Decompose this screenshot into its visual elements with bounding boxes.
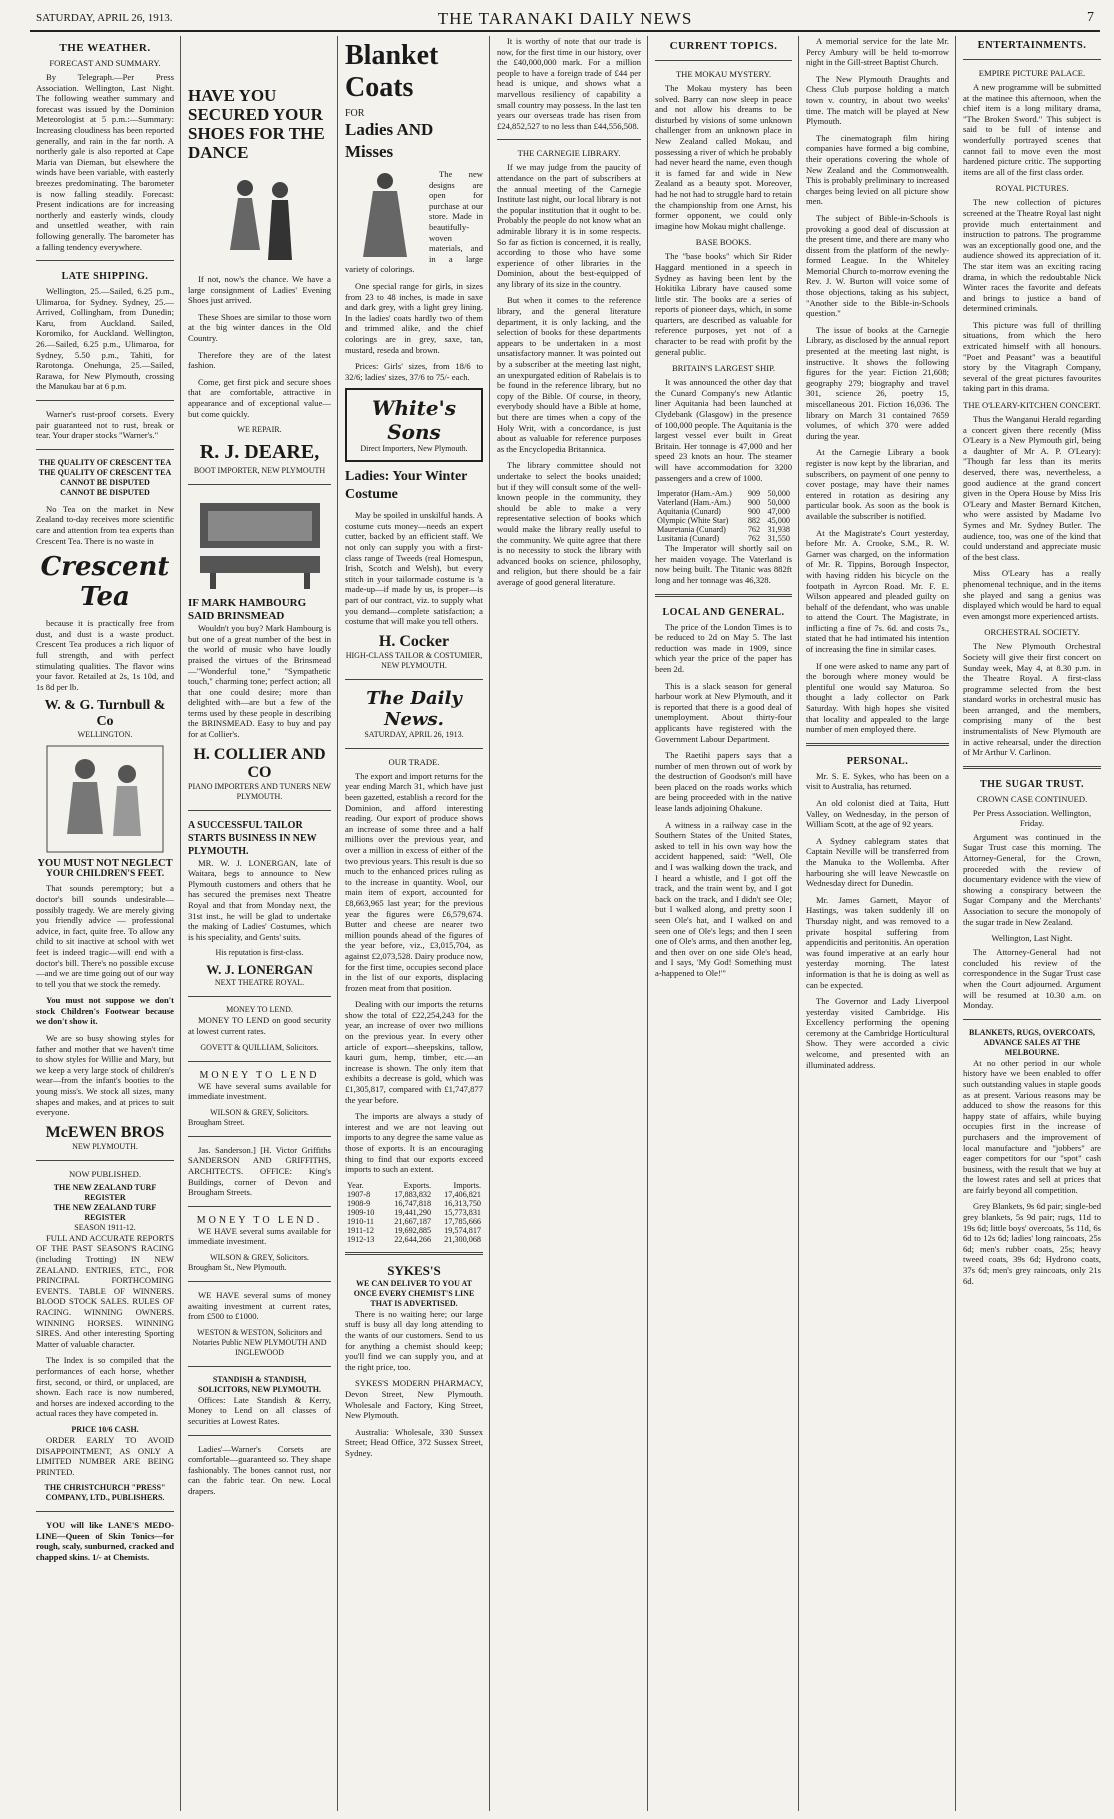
piano-text: Wouldn't you buy? Mark Hambourg is but one of a great number of the best in the world of music who have loudly praised the virtues of the Brinsmead—"Wonderful tone," "Sympathetic touch," charming tone; perfect action; all that one could desire; more than delighted with—are but a few of the terms used by these people in describing the BRINSMEAD. Easy to buy and pay for at Collier's. xyxy=(188,623,331,740)
turnbull-city: WELLINGTON. xyxy=(77,730,133,740)
table-row xyxy=(345,1217,483,1226)
money-address: Brougham Street. xyxy=(188,1117,245,1127)
blankets-heading: BLANKETS, RUGS, OVERCOATS, ADVANCE SALES AT THE MELBOURNE. xyxy=(969,1027,1095,1057)
table-cell: Imperator (Ham.-Am.) xyxy=(657,489,732,499)
divider xyxy=(36,400,174,401)
table-cell: 1911-12 xyxy=(347,1225,374,1235)
library-text: If we may judge from the paucity of attendance on the part of subscribers at the annual meeting of the Carnegie Institute last night, our local library is not the popular institution that it ought to be. Probably the people do not know what an admirable library it is in some respects. So far as fiction is concerned, it is really, according to those who have some experience of other libraries in the Dominion, about the best-equipped of any library of its size in the country. xyxy=(497,162,641,289)
money-text: WE HAVE several sums available for immediate investment. xyxy=(188,1225,331,1247)
whites-ad xyxy=(345,388,483,462)
trade-table xyxy=(345,1181,483,1244)
table-row xyxy=(655,489,792,498)
turf-title: THE NEW ZEALAND TURF REGISTER xyxy=(53,1202,157,1222)
trade-text-2: Dealing with our imports the returns show the total of £22,254,243 for the year, an increase of over two millions on the previous year. In every other article of export—sheepskins, tallow, kauri gum, hemp, timber, etc.—an increase is shown. The only item that exhibits a decrease is gold, which was £1,305,817, compared with £1,747,877 the year before. xyxy=(345,999,483,1105)
sykes-slogan: WE CAN DELIVER TO YOU AT ONCE EVERY CHEMIST'S LINE THAT IS ADVERTISED. xyxy=(353,1278,475,1308)
table-cell: 50,000 xyxy=(767,489,790,499)
tailor-reputation: His reputation is first-class. xyxy=(215,948,304,958)
blanket-text-2: One special range for girls, in sizes from 23 to 48 inches, is made in saxe and dark grey, with a light grey lining. In the ladies' coats hardly two of them and trimmed alike, and the chief colorings are in grey, saxe, tan, mustard, reseda and brown. xyxy=(345,280,483,355)
collector-text: If one were asked to name any part of the borough where money would be plentiful one would say Maturoa. So thought a lady collector on Park Saturday. With high hopes she visited that locality and appealed to the large number of men employed there. xyxy=(806,660,949,735)
table-header-cell: Year. xyxy=(347,1180,364,1190)
personal-text-3: A Sydney cablegram states that Captain Neville will be transferred from the Manuka to the Wollemba. After harbouring she will leave Newcastle on Wednesday direct for Dunedin. xyxy=(806,835,949,889)
orchestral-heading: ORCHESTRAL SOCIETY. xyxy=(984,627,1080,638)
turf-title: THE NEW ZEALAND TURF REGISTER xyxy=(53,1182,157,1202)
column-1 xyxy=(30,36,180,1811)
table-cell: Olympic (White Star) xyxy=(657,516,729,526)
table-cell: Aquitania (Cunard) xyxy=(657,507,721,517)
money-firm: WILSON & GREY, Solicitors. xyxy=(210,1107,309,1117)
weston-text: WE HAVE several sums of money awaiting investment at current rates, from £500 to £1000. xyxy=(188,1289,331,1322)
chess-text: The New Plymouth Draughts and Chess Club purpose holding a match town v. country, in about two weeks' time. The match will be played at New Plymouth. xyxy=(806,73,949,127)
weston-firm: WESTON & WESTON, Solicitors and Notaries Public NEW PLYMOUTH AND INGLEWOOD xyxy=(192,1327,327,1357)
masthead xyxy=(30,8,1100,32)
table-cell: 15,773,831 xyxy=(444,1207,481,1217)
oleary-text-2: Miss O'Leary has a really phenomenal technique, and in the items she played and sang a genius was displayed which would be hard to equal even amongst more experienced artists. xyxy=(963,568,1101,621)
neglect-heading: YOU MUST NOT NEGLECT xyxy=(37,858,173,870)
blanket-prices: Prices: Girls' sizes, from 18/6 to 32/6; ladies' sizes, 37/6 to 75/- each. xyxy=(345,361,483,382)
shipping-heading: LATE SHIPPING. xyxy=(61,271,149,283)
ship-heading: BRITAIN'S LARGEST SHIP. xyxy=(671,363,776,374)
table-cell: 31,550 xyxy=(767,534,790,544)
costume-heading: Ladies: Your Winter Costume xyxy=(345,469,468,503)
table-row xyxy=(655,507,792,516)
table-cell: 22,644,266 xyxy=(394,1234,432,1244)
collier-subtitle: PIANO IMPORTERS AND TUNERS NEW PLYMOUTH. xyxy=(188,781,331,801)
local-text-2: This is a slack season for general harbour work at New Plymouth, and it is reported that there is a good deal of unemployment. About thirty-four applicants have registered with the Government Labour Department. xyxy=(655,680,792,744)
column-rule xyxy=(180,36,181,1811)
divider xyxy=(188,1206,331,1207)
table-cell: 50,000 xyxy=(767,498,790,508)
neglect-text-2: We are so busy showing styles for father and mother that we haven't time to show styles for Willie and Mary, but we keep a very large stock of children's wear—from the infant's booties to the young miss's. We stock all sizes, many shapes and makes, and at prices to suit everyone. xyxy=(36,1033,174,1118)
issue-date: SATURDAY, APRIL 26, 1913. xyxy=(36,12,173,24)
column-4 xyxy=(491,36,647,1811)
shoes-text-2: These Shoes are similar to those worn at the big winter dances in the Old Country. xyxy=(188,311,331,343)
table-cell: 19,692,885 xyxy=(394,1225,432,1235)
warner-ad-2: Ladies'—Warner's Corsets are comfortable—guaranteed so. They shape fashionably. The bones cannot rust, nor can the fabric tear. On new. Local drapers. xyxy=(188,1443,331,1496)
column-3 xyxy=(339,36,489,1811)
shoes-text-4: Come, get first pick and secure shoes that are comfortable, attractive in appearance and of exceptional value—but come quickly. xyxy=(188,376,331,419)
table-row xyxy=(655,534,792,543)
deare-name: R. J. DEARE, xyxy=(199,441,320,464)
divider xyxy=(345,679,483,680)
table-cell: 762 xyxy=(747,534,761,544)
later-text: The Attorney-General had not concluded his review of the correspondence in the Sugar Trust case when the Court adjourned. Argument will be resumed at 10.30 a.m. on Monday. xyxy=(963,947,1101,1011)
divider xyxy=(36,449,174,450)
empire-heading: EMPIRE PICTURE PALACE. xyxy=(978,68,1086,78)
local-heading: LOCAL AND GENERAL. xyxy=(662,606,785,618)
divider xyxy=(188,1136,331,1137)
blanket-ladies: Ladies AND Misses xyxy=(345,120,434,161)
table-cell: 16,747,818 xyxy=(394,1198,432,1208)
divider xyxy=(655,60,792,61)
table-cell: 45,000 xyxy=(767,516,790,526)
shipping-text: Wellington, 25.—Sailed, 6.25 p.m., Ulimaroa, for Sydney. Sydney, 25.—Arrived, Collingham, from Dunedin; Karu, from Auckland. Sailed, Koromiko, for Auckland. Wellington, 26.—Sailed, 6.25 p.m., Ulimaroa, for Sydney, 5.50 p.m., Tahiti, for Rarotonga. Onehunga, 25.—Sailed, Rarawa, for New Plymouth, crossing the Manukau bar at 6 p.m. xyxy=(36,286,174,392)
sugar-heading: THE SUGAR TRUST. xyxy=(979,778,1085,790)
shoes-heading: HAVE YOU SECURED YOUR SHOES FOR THE DANCE xyxy=(188,86,325,162)
library-text-2: But when it comes to the reference library, and the general literature department, it is only lacking, and the selection of books for these departments appears to be undertaken in a most unsatisfactory manner. It was pointed out by a subscriber at the meeting last night, an unexpurgated edition of Rabelais is to be found in the reference library, but no copy of the Bible. Of course, in theory, everybody should have a Bible at home, but there are times when a copy of the Holy Writ, with a concordance, is just about as valuable for reference purposes as the Encyclopedia Britannica. xyxy=(497,295,641,454)
trade-continued: It is worthy of note that our trade is now, for the first time in our history, over the £40,000,000 mark. For a million people to have a foreign trade of £44 per head is unique, and shows what a marvellous resiliency of capability a small country may possess. In the last ten years our overseas trade has risen from £24,852,527 to no less than £44,556,508. xyxy=(497,36,641,131)
costume-text: May be spoiled in unskilful hands. A costume cuts money—needs an expert cutter, backed by an efficient staff. We not only can supply you with a first-class range of Tweeds (real Homespun, Irish, Scotch and Welsh), but every stitch in your tailormade costume is 'a made-up—if made by us, is proper—is part of our contract, viz. to supply what you demand—complete satisfaction; a costume that will make you tell others. xyxy=(345,510,483,627)
standish-firm: STANDISH & STANDISH, SOLICITORS, NEW PLYMOUTH. xyxy=(198,1374,321,1394)
daily-news-logo: The Daily News. xyxy=(366,687,462,730)
local-text-3: The Raetihi papers says that a number of men thrown out of work by the destruction of Goodson's mill have been placed on the roads works which are being proceeded with in the native lease lands adjoining Ohakune. xyxy=(655,750,792,814)
table-cell: 19,441,290 xyxy=(394,1207,432,1217)
warner-ad: Warner's rust-proof corsets. Every pair guaranteed not to rust, break or tear. Your draper stocks "Warner's." xyxy=(36,409,174,441)
personal-heading: PERSONAL. xyxy=(846,755,909,767)
divider xyxy=(188,810,331,811)
dancers-illustration xyxy=(200,170,320,270)
mokau-text: The Mokau mystery has been solved. Barry can now sleep in peace and not allow his dreams to be disturbed by visions of some unknown challenger from an unknown place in New Zealand called Mokau, and possessing a river of which he probably had never heard the name, even though it is famed far and wide in New Zealand as a beauty spot. Moreover, had he not had to struggle hard to retain the championship from one Arnst, his former opponent, we could only imagine how Mokau might challenge. xyxy=(655,83,792,231)
lonergan-subtitle: NEXT THEATRE ROYAL. xyxy=(214,978,305,988)
blanket-text: The new designs are open for purchase at our store. Made in beautifully-woven materials, and in a large variety of colorings. xyxy=(345,169,483,275)
neglect-bold: You must not suppose we don't stock Children's Footwear because we don't show it. xyxy=(36,995,174,1027)
library-register-text: At the Carnegie Library a book register is now kept by the librarian, and subscribers, on payment of one penny to cover postage, may have their names entered in rotation as desiring any particular book. As soon as the book is available the subscriber is notified. xyxy=(806,447,949,521)
empire-text: A new programme will be submitted at the matinee this afternoon, when the chief item is a long military drama, "The Broken Sword." This subject is said to be full of intense and wonderfully portrayed scenes that cannot fail to move even the most hardened picture critic. The supporting items are all of the first class order. xyxy=(963,82,1101,177)
divider xyxy=(188,1366,331,1367)
money-firm: WILSON & GREY, Solicitors. xyxy=(210,1252,309,1262)
table-row xyxy=(655,516,792,525)
court-text: At the Magistrate's Court yesterday, before Mr. A. Crooke, S.M., R. W. Garner was charged, on the information of Mr. R. Tippins, Borough Inspector, with having ridden his bicycle on the footpath in Ayrcon Road. Mr. F. E. Wilson appeared and pleaded guilty on behalf of the defendant, who was unable to attend the Court. The Magistrate, in inflicting a fine of 7s. 6d. and costs 7s., stated that he had intimated his intention of increasing the fine in similar cases. xyxy=(806,527,949,655)
column-5 xyxy=(649,36,798,1811)
money-text: MONEY TO LEND on good security at lowest current rates. xyxy=(188,1015,331,1036)
tailor-heading: A SUCCESSFUL TAILOR STARTS BUSINESS IN NEW PLYMOUTH. xyxy=(188,819,317,857)
books-heading: BASE BOOKS. xyxy=(695,237,752,248)
royal-text-2: This picture was full of thrilling situations, from which the hero extricated himself with all honours. "Poet and Peasant" was a beautiful story by the Vitagraph Company, several of the great pictures favourites taking part in this drama. xyxy=(963,319,1101,394)
table-cell: 1909-10 xyxy=(347,1207,375,1217)
table-cell: 19,574,817 xyxy=(444,1225,481,1235)
turf-heading: NOW PUBLISHED. xyxy=(69,1168,141,1179)
repair-notice: WE REPAIR. xyxy=(237,425,282,435)
table-cell: 1908-9 xyxy=(347,1198,371,1208)
table-cell: 900 xyxy=(747,507,761,517)
standish-text: Offices: Late Standish & Kerry, Money to Lend on all classes of securities at Lowest Rates. xyxy=(188,1394,331,1426)
crescent-tea-logo: Crescent Tea xyxy=(40,552,170,613)
table-cell: 882 xyxy=(747,516,761,526)
money-text: WE have several sums available for immediate investment. xyxy=(188,1080,331,1102)
library-heading: THE CARNEGIE LIBRARY. xyxy=(517,148,621,159)
shoes-text: If not, now's the chance. We have a large consignment of Ladies' Evening Shoes just arrived. xyxy=(188,274,331,306)
turf-text-2: The Index is so compiled that the performances of each horse, whether first, second, or third, or unplaced, are shown. Each race is now numbered, and horses are indexed according to the actual races they have competed in. xyxy=(36,1355,174,1419)
divider xyxy=(188,484,331,485)
column-rule xyxy=(337,36,338,1811)
table-row xyxy=(655,525,792,534)
architect-ad: Jas. Sanderson.] [H. Victor Griffiths SANDERSON AND GRIFFITHS, ARCHITECTS. OFFICE: King's Buildings, corner of Devon and Brougham Streets. xyxy=(188,1144,331,1198)
divider xyxy=(188,1281,331,1282)
entertainments-heading: ENTERTAINMENTS. xyxy=(977,40,1087,51)
crescent-slogan: CANNOT BE DISPUTED xyxy=(60,487,150,497)
crescent-text-2: because it is practically free from dust, and dust is a waste product. Crescent Tea produces a rich liquor of full strength, and with perfect stimulating qualities. The flavor wins your favor. Retailed at 2s, 1s 10d, and 1s 8d per lb. xyxy=(36,618,174,692)
crescent-slogan: THE QUALITY OF CRESCENT TEA xyxy=(38,457,172,467)
royal-text: The new collection of pictures screened at the Theatre Royal last night provide much entertainment and instruction to patrons. The programme was an exceptionally good one, and the audience showed its appreciation of it. The star item was an exciting racing drama, in which the redoubtable Nick Winter races the favorite and defeats and brings to justice a band of determined criminals. xyxy=(963,197,1101,314)
personal-text-2: An old colonist died at Taita, Hutt Valley, on Wednesday, in the person of William Scott, at the age of 92 years. xyxy=(806,798,949,830)
trade-table-header xyxy=(345,1181,483,1190)
column-rule xyxy=(489,36,490,1811)
divider xyxy=(497,139,641,140)
turf-order: ORDER EARLY TO AVOID DISAPPOINTMENT, AS ONLY A LIMITED NUMBER ARE BEING PRINTED. xyxy=(36,1434,174,1477)
weather-heading: THE WEATHER. xyxy=(59,42,151,54)
table-cell: Vaterland (Ham.-Am.) xyxy=(657,498,731,508)
table-row xyxy=(345,1190,483,1199)
turf-text: FULL AND ACCURATE REPORTS OF THE PAST SEASON'S RACING (including Trotting) IN NEW ZEALAND. ENTRIES, ETC., FOR PRINCIPAL FORTHCOMING EVENTS. TABLE OF WINNERS. BLOOD STOCK SALES. RULES OF RACING. WINNING OWNERS. WINNING HORSES. WINNING SIRES. And other interesting Sporting Matter of valuable character. xyxy=(36,1232,174,1349)
lane-ad: YOU will like LANE'S MEDO-LINE—Queen of Skin Tonics—for rough, scaly, sunburned, cracked and chapped skins. 1/- at Chemists. xyxy=(36,1520,174,1563)
table-cell: 762 xyxy=(747,525,761,535)
table-cell: 1910-11 xyxy=(347,1216,374,1226)
ship-tail: The Imperator will shortly sail on her maiden voyage. The Vaterland is now being built. The Titanic was 882ft long and her tonnage was 46,328. xyxy=(655,543,792,585)
divider xyxy=(345,1252,483,1255)
divider xyxy=(963,766,1101,769)
cinema-text: The cinematograph film hiring companies have formed a big combine, their operations covering the whole of New Zealand and the Commonwealth. This is probably preliminary to increased charges being levied on all picture show men. xyxy=(806,132,949,207)
divider xyxy=(36,1160,174,1161)
personal-text: Mr. S. E. Sykes, who has been on a visit to Australia, has returned. xyxy=(806,770,949,792)
crown-heading: CROWN CASE CONTINUED. xyxy=(976,793,1088,804)
divider xyxy=(655,594,792,597)
sykes-heading: SYKES'S xyxy=(387,1262,441,1278)
table-header-cell: Exports. xyxy=(403,1180,432,1190)
money-address: Brougham St., New Plymouth. xyxy=(188,1262,287,1272)
turf-season: SEASON 1911-12. xyxy=(74,1222,136,1232)
whites-logo: White's Sons xyxy=(372,396,456,445)
table-cell: 17,406,821 xyxy=(444,1189,481,1199)
divider xyxy=(806,743,949,746)
table-cell: Mauretania (Cunard) xyxy=(657,525,726,535)
crescent-slogan: THE QUALITY OF CRESCENT TEA xyxy=(38,467,172,477)
table-cell: 900 xyxy=(747,498,761,508)
crescent-slogan: CANNOT BE DISPUTED xyxy=(60,477,150,487)
table-cell: Lusitania (Cunard) xyxy=(657,534,720,544)
column-rule xyxy=(647,36,648,1811)
blankets-text: At no other period in our whole history have we been enabled to offer such outstanding values in staple goods as at present. Various reasons may be adduced to show the reasons for this happy state of affairs, while buying occupies first in the increase of purchasers and the improvement of local manufacture and "jobbers" are eager competitors for our "spot" cash business, with the result that we buy at the lowest rates and sell at prices that are fairly beyond all competition. xyxy=(963,1057,1101,1195)
divider xyxy=(963,59,1101,60)
page-number: 7 xyxy=(1087,10,1094,25)
royal-heading: ROYAL PICTURES. xyxy=(995,183,1069,194)
column-rule xyxy=(798,36,799,1811)
bible-text: The subject of Bible-in-Schools is provoking a good deal of discussion at the present time, and there are many who dissent from the platform of the newly-formed League. In the Whiteley Memorial Church to-morrow evening the Rev. J. W. Burton will voice some of those objections, taking as his subject, "Another side to the Bible-in-Schools question." xyxy=(806,212,949,319)
money-firm: GOVETT & QUILLIAM, Solicitors. xyxy=(200,1042,319,1052)
table-cell: 17,785,666 xyxy=(444,1216,481,1226)
table-row xyxy=(345,1226,483,1235)
turnbull-name: W. & G. Turnbull & Co xyxy=(44,698,166,730)
forecast-text: By Telegraph.—Per Press Association. Wellington, Last Night. The following weather summary and forecast was issued by the Dominion Meteorologist at 5 p.m.:—Summary: Increasing cloudiness has been reported generally, and rain in the far north. A northerly gale is also reported at Cape Maria van Dieman, but elsewhere the winds have been variable, with easterly breezes predominating. The barometer is now falling steadily. Forecast: Present indications are for increasing northerly and easterly winds, cloudy and unsettled weather, with rain following generally. The barometer has a falling tendency everywhere. xyxy=(36,72,174,252)
personal-text-4: Mr. James Garnett, Mayor of Hastings, was taken suddenly ill on Thursday night, and was removed to a private hospital suffering from appendicitis and peritonitis. An operation was found imperative at an early hour yesterday morning. The latest information is that he is doing as well as can be expected. xyxy=(806,894,949,990)
blanket-coats-heading: Blanket Coats xyxy=(345,40,439,103)
neglect-subheading: YOUR CHILDREN'S FEET. xyxy=(45,869,165,880)
column-2 xyxy=(182,36,337,1811)
divider xyxy=(36,260,174,261)
tailor-text: MR. W. J. LONERGAN, late of Waitara, begs to announce to New Plymouth customers and others that he has secured the premises next Theatre Royal and that from Monday next, the 31st inst., he will be glad to undertake the making of Ladies' Costumes, which is his speciality, and Gents' suits. xyxy=(188,857,331,942)
table-row xyxy=(345,1199,483,1208)
table-cell: 909 xyxy=(747,489,761,499)
deare-subtitle: BOOT IMPORTER, NEW PLYMOUTH xyxy=(193,466,326,476)
piano-heading: IF MARK HAMBOURG SAID BRINSMEAD xyxy=(188,597,307,623)
divider xyxy=(36,1511,174,1512)
column-7 xyxy=(957,36,1107,1811)
divider xyxy=(188,1435,331,1436)
table-cell: 21,300,068 xyxy=(444,1234,481,1244)
ship-text: It was announced the other day that the Cunard Company's new Atlantic liner Aquitania had been launched at Clydebank (Glasgow) in the presence of 100,000 people. The Aquitania is the largest vessel ever built in Great Britain. Her tonnage is 47,000 and her speed 23 knots an hour. The steamer will have accommodation for 3200 passengers and a crew of 1000. xyxy=(655,377,792,483)
memorial-text: A memorial service for the late Mr. Percy Ambury will be held to-morrow night in the Gill-street Baptist Church. xyxy=(806,36,949,68)
personal-text-5: The Governor and Lady Liverpool yesterday visited Cambridge. His Excellency performing the opening ceremony at the Cambridge Horticultural Show. They were accorded a civic welcome, and presented with an illuminated address. xyxy=(806,996,949,1070)
forecast-heading: FORECAST AND SUMMARY. xyxy=(49,58,161,68)
turf-price: PRICE 10/6 CASH. xyxy=(71,1424,139,1434)
crescent-text: No Tea on the market in New Zealand to-day receives more scientific care and attention from tea experts than Crescent Tea. There is no waste in xyxy=(36,503,174,546)
coat-illustration xyxy=(345,169,425,259)
neglect-text: That sounds peremptory; but a doctor's bill sounds undesirable—possibly tragedy. We are merely giving you friendly advice — professional advice, in fact, quite free. To allow any child to sit inactive at school with wet feet is indeed tragic—will end with a doctor's bill. There's no possible excuse—and we are time going out of our way to tell you that we stock the remedy. xyxy=(36,883,174,989)
table-cell: 31,938 xyxy=(767,525,790,535)
column-6 xyxy=(800,36,955,1811)
table-row xyxy=(345,1208,483,1217)
newspaper-title: THE TARANAKI DAILY NEWS xyxy=(437,9,693,28)
divider xyxy=(188,996,331,997)
trade-heading: OUR TRADE. xyxy=(388,756,440,767)
table-row xyxy=(655,498,792,507)
library-text-3: The library committee should not undertake to select the books unaided; but if they will consult some of the well-known people in the community, they should be able to make a very representative selection of books which would make the library really useful to the community. We quite agree that there is no necessity to stock the library with advanced books on science, philosophy, and religion, but there should be a fair average of good general literature. xyxy=(497,460,641,587)
topics-heading: CURRENT TOPICS. xyxy=(669,40,778,52)
lonergan-name: W. J. LONERGAN xyxy=(206,962,313,978)
money-heading: MONEY TO LEND. xyxy=(226,1005,293,1015)
table-cell: 21,667,187 xyxy=(394,1216,432,1226)
sykes-firm: SYKES'S MODERN PHARMACY, Devon Street, New Plymouth. Wholesale and Factory, King Street, New Plymouth. xyxy=(345,1378,483,1421)
table-cell: 17,883,832 xyxy=(394,1189,432,1199)
piano-illustration xyxy=(190,493,330,593)
column-rule xyxy=(955,36,956,1811)
crown-subheading: Per Press Association. Wellington, Friday. xyxy=(972,807,1092,828)
crown-text: Argument was continued in the Sugar Trust case this morning. The Attorney-General, for the Crown, proceeded with the review of documentary evidence with the view of showing a conspiracy between the Sugar Company and the Merchants' Association to secure the monopoly of the sugar trade in New Zealand. xyxy=(963,831,1101,927)
cocker-name: H. Cocker xyxy=(378,632,450,650)
table-cell: 16,313,750 xyxy=(444,1198,481,1208)
divider xyxy=(188,1061,331,1062)
later-heading: Wellington, Last Night. xyxy=(991,933,1073,944)
divider xyxy=(345,748,483,749)
trade-text-3: The imports are always a study of interest and we are not leaving out imports to any degree the same value as those of exports. It is an encouraging thing to find that our exports exceed imports to such an extent. xyxy=(345,1111,483,1175)
ship-table xyxy=(655,489,792,543)
shoes-text-3: Therefore they are of the latest fashion. xyxy=(188,349,331,371)
money-heading: MONEY TO LEND. xyxy=(196,1214,323,1226)
mcewen-name: McEWEN BROS xyxy=(45,1123,165,1141)
sykes-address: Australia: Wholesale, 330 Sussex Street; Head Office, 372 Sussex Street, Sydney. xyxy=(345,1426,483,1458)
whites-subtitle: Direct Importers, New Plymouth. xyxy=(360,444,468,454)
money-heading: MONEY TO LEND xyxy=(199,1069,320,1081)
books-text: The "base books" which Sir Rider Haggard mentioned in a speech in Sydney as having been lent by the Hokitika Library have caused some little stir. The books are a series of reports of pioneer days, which, in some quarters, are described as valuable for reference purposes, yet not of a character to be read with profit by the general public. xyxy=(655,251,792,357)
table-header-cell: Imports. xyxy=(453,1180,481,1190)
sykes-text: There is no waiting here; our large stuff is busy all day long attending to the wants of our customers. Send to us for anything a chemist should keep; you'll find we can supply you, and at the right price, too. xyxy=(345,1308,483,1372)
table-row xyxy=(345,1235,483,1244)
orchestral-text: The New Plymouth Orchestral Society will give their first concert on Sunday week, May 4, at 8.30 p.m. in the Theatre Royal. A first-class programme selected from the best standard works in orchestral music has been arranged, and the members, comprising many of the best instrumentalists of New Plymouth are in active rehearsal, under the direction of Mr Arthur V. Carlinon. xyxy=(963,641,1101,758)
trade-text: The export and import returns for the year ending March 31, which have just been gazetted, establish a record for the Dominion, and afford interesting reading. Our export of produce shows an increase of some three and a half millions over the previous year, and over a million in excess of either of the two previous years. This result is due so much to the enhanced prices ruling as to the increase in quantity. Wool, our main item of export, accounted for £8,663,965 last year; for the previous year the figures were £6,579,674. Butter and cheese are nearer two million pounds ahead of the figures of the year before, viz., £3,015,704, as against £2,073,528. Dairy produce now, for the first time, occupies second place in the list of our exports, displacing frozen meat from that position. xyxy=(345,770,483,993)
divider xyxy=(963,1019,1101,1020)
blankets-text-2: Grey Blankets, 9s 6d pair; single-bed grey blankets, 5s 9d pair; rugs, 11d to 19s 6d; little boys' overcoats, 5s 11d, 6s 6d to 12s 6d; ladies' long raincoats, 25s 6d; men's rubber coats, 25s; heavy tweed coats, 39s 6d; Hydrono coats, 37s 6d; men's grey raincoats, only 21s 6d. xyxy=(963,1201,1101,1286)
oleary-text: Thus the Wanganui Herald regarding a concert given there recently (Miss O'Leary is a New Plymouth girl, being a daughter of Mr A. P. O'Leary): "Though far less than its merits deserved, there was, nevertheless, a good audience at the grand concert given in the Opera House by Miss Iris O'Leary and Master Bernard Kitchen, who were assisted by Madame Ivo Symes and Mr. Sydney Butler. The audience, too, was one of the kind that could understand and appreciate music of the best class. xyxy=(963,414,1101,562)
children-illustration xyxy=(45,744,165,854)
blanket-for: FOR xyxy=(345,108,365,119)
local-text: The price of the London Times is to be reduced to 2d on May 5. The last reduction was made in 1909, since which year the price of the paper has been 2d. xyxy=(655,621,792,674)
turf-publisher: THE CHRISTCHURCH "PRESS" COMPANY, LTD., PUBLISHERS. xyxy=(44,1483,166,1503)
mokau-heading: THE MOKAU MYSTERY. xyxy=(675,69,772,79)
cocker-subtitle: HIGH-CLASS TAILOR & COSTUMIER, NEW PLYMOUTH. xyxy=(345,650,483,670)
local-text-4: A witness in a railway case in the Southern States of the United States, asked to tell in his own way how the accident happened, said: "Well, Ole and I was walking down the track, and I heard a whistle, and I got off the track, and the train went by, and I got back on the track, and I didn't see Ole; but I walked along, and pretty soon I seen Ole's hat, and I walked on and seen one of Ole's legs; and then I seen one of Ole's arms, and then another leg, and then over on one side Ole's head, and I says, 'My God! Something must a-happened to Ole!'" xyxy=(655,819,792,978)
table-cell: 1912-13 xyxy=(347,1234,375,1244)
collier-name: H. COLLIER AND CO xyxy=(193,745,326,781)
daily-news-date: SATURDAY, APRIL 26, 1913. xyxy=(364,729,464,739)
library-stats-text: The issue of books at the Carnegie Library, as disclosed by the annual report presented at the meeting last night, is instructive. It shows the following figures for the year: Fiction 21,608; geography 279; biography and travel 301, science 26, poetry 15, miscellaneous 201. Fiction 16,036. The library on March 31 contained 7659 volumes, of which 370 were added during the year. xyxy=(806,324,949,441)
oleary-heading: THE O'LEARY-KITCHEN CONCERT. xyxy=(963,400,1101,411)
mcewen-city: NEW PLYMOUTH. xyxy=(72,1141,138,1151)
table-cell: 1907-8 xyxy=(347,1189,371,1199)
table-cell: 47,000 xyxy=(767,507,790,517)
